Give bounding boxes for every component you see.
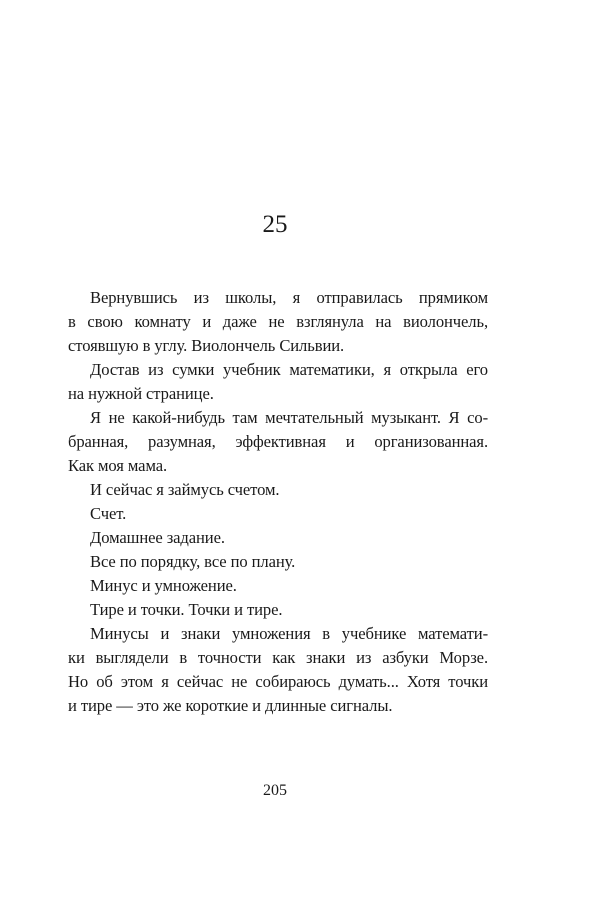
page-number: 205 (263, 782, 287, 799)
text-line: ки выглядели в точности как знаки из азбуки Морзе. (68, 648, 488, 667)
text-line: Но об этом я сейчас не собираюсь думать... Хотя точки (68, 672, 488, 691)
text-line: И сейчас я займусь счетом. (90, 480, 280, 499)
text-line: Достав из сумки учебник математики, я открыла его (90, 360, 488, 379)
text-line: и тире — это же короткие и длинные сигналы. (68, 696, 393, 715)
text-line: стоявшую в углу. Виолончель Сильвии. (68, 336, 345, 355)
text-line: Все по порядку, все по плану. (90, 552, 296, 571)
chapter-number: 25 (262, 211, 288, 238)
text-line: Минусы и знаки умножения в учебнике математи- (90, 624, 488, 643)
text-line: бранная, разумная, эффективная и организованная. (68, 432, 488, 451)
text-line: Как моя мама. (68, 456, 168, 475)
body-text (68, 286, 488, 718)
text-line: Минус и умножение. (90, 576, 237, 595)
text-line: на нужной странице. (68, 384, 214, 403)
text-line: Счет. (90, 504, 127, 523)
text-line: Я не какой-нибудь там мечтательный музыкант. Я со- (90, 408, 488, 427)
text-line: Тире и точки. Точки и тире. (90, 600, 283, 619)
text-line: Домашнее задание. (90, 528, 225, 547)
text-line: в свою комнату и даже не взглянула на виолончель, (68, 312, 488, 331)
text-line: Вернувшись из школы, я отправилась прямиком (90, 288, 488, 307)
